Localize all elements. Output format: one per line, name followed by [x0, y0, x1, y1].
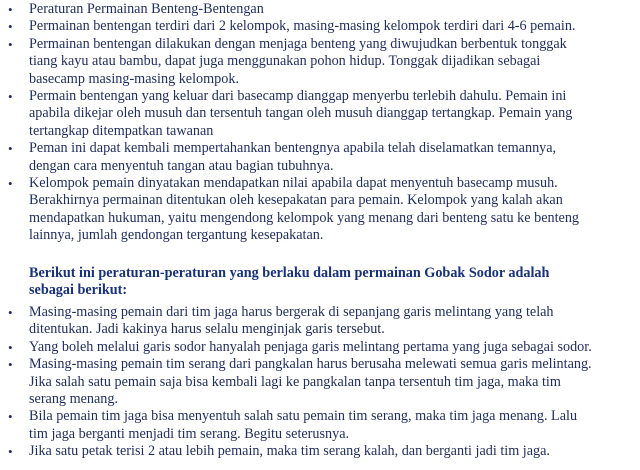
list-item-text: tertangkap ditempatkan tawanan	[29, 122, 214, 139]
list-item-text: Berakhirnya permainan ditentukan oleh kesepakatan para pemain. Kelompok yang kalah akan	[29, 192, 563, 209]
list-item-text: Kelompok pemain dinyatakan mendapatkan nilai apabila dapat menyentuh basecamp musuh.	[29, 175, 558, 192]
list-item-text: Peman ini dapat kembali mempertahankan bentengnya apabila telah diselamatkan temannya,	[29, 140, 557, 157]
list-item-text: Permainan bentengan terdiri dari 2 kelompok, masing-masing kelompok terdiri dari 4-6 pemain.	[29, 18, 576, 35]
list-item-text: apabila dikejar oleh musuh dan tersentuh tangan oleh musuh dianggap tertangkap. Pemain yang	[29, 105, 573, 122]
list-item-text: Peraturan Permainan Benteng-Bentengan	[29, 1, 264, 17]
rules-list-gobak-sodor	[0, 304, 640, 461]
list-item-text: lainnya, jumlah gendongan tergantung kesepakatan.	[29, 227, 324, 244]
list-item-text: mendapatkan hukuman, yaitu mengendong kelompok yang menang dari benteng satu ke benteng	[29, 209, 580, 226]
list-item	[0, 175, 640, 245]
bullet-icon: •	[8, 19, 13, 35]
bullet-icon: •	[8, 141, 13, 157]
list-item-text: tim jaga berganti menjadi tim serang. Begitu seterusnya.	[29, 425, 350, 442]
list-item-text: Masing-masing pemain dari tim jaga harus bergerak di sepanjang garis melintang yang telah	[29, 304, 554, 320]
list-item	[0, 1, 640, 18]
section-heading	[29, 265, 629, 300]
list-item-text: Jika satu petak terisi 2 atau lebih pemain, maka tim serang kalah, dan berganti jadi tim jaga.	[29, 443, 550, 460]
section-heading-line: sebagai berikut:	[29, 282, 128, 299]
list-item-text: Masing-masing pemain tim serang dari pangkalan harus berusaha melewati semua garis melintang.	[29, 356, 592, 373]
list-item-text: serang menang.	[29, 391, 119, 408]
list-item-text: ditentukan. Jadi kakinya harus selalu menginjak garis tersebut.	[29, 321, 385, 338]
rules-list-benteng	[0, 1, 640, 245]
list-item-text: Permain bentengan yang keluar dari basecamp dianggap menyerbu terlebih dahulu. Pemain ini	[29, 88, 567, 105]
section-heading-line: Berikut ini peraturan-peraturan yang berlaku dalam permainan Gobak Sodor adalah	[29, 265, 550, 281]
list-item	[0, 408, 640, 443]
list-item-text: tiang kayu atau bambu, dapat juga menggunakan pohon hidup. Tonggak dijadikan sebagai	[29, 53, 541, 70]
list-item-text: Permainan bentengan dilakukan dengan menjaga benteng yang diwujudkan berbentuk tonggak	[29, 35, 567, 52]
list-item-text: Bila pemain tim jaga bisa menyentuh salah satu pemain tim serang, maka tim jaga menang. Lalu	[29, 408, 578, 425]
list-item	[0, 339, 640, 356]
bullet-icon: •	[8, 409, 13, 425]
bullet-icon: •	[8, 89, 13, 105]
list-item	[0, 356, 640, 408]
list-item-text: Yang boleh melalui garis sodor hanyalah penjaga garis melintang pertama yang juga sebagai sodor.	[29, 338, 592, 355]
list-item-text: basecamp masing-masing kelompok.	[29, 70, 240, 87]
bullet-icon: •	[8, 339, 13, 355]
bullet-icon: •	[8, 2, 13, 17]
bullet-icon: •	[8, 176, 13, 192]
list-item	[0, 36, 640, 88]
list-item	[0, 88, 640, 140]
list-item-text: dengan cara menyentuh tangan atau bagian tubuhnya.	[29, 157, 334, 174]
bullet-icon: •	[8, 36, 13, 52]
bullet-icon: •	[8, 444, 13, 460]
list-item	[0, 443, 640, 460]
bullet-icon: •	[8, 305, 13, 320]
list-item	[0, 304, 640, 339]
list-item	[0, 140, 640, 175]
bullet-icon: •	[8, 357, 13, 373]
list-item-text: Jika salah satu pemain saja bisa kembali lagi ke pangkalan tanpa tersentuh tim jaga, maka tim	[29, 373, 561, 390]
list-item	[0, 18, 640, 35]
